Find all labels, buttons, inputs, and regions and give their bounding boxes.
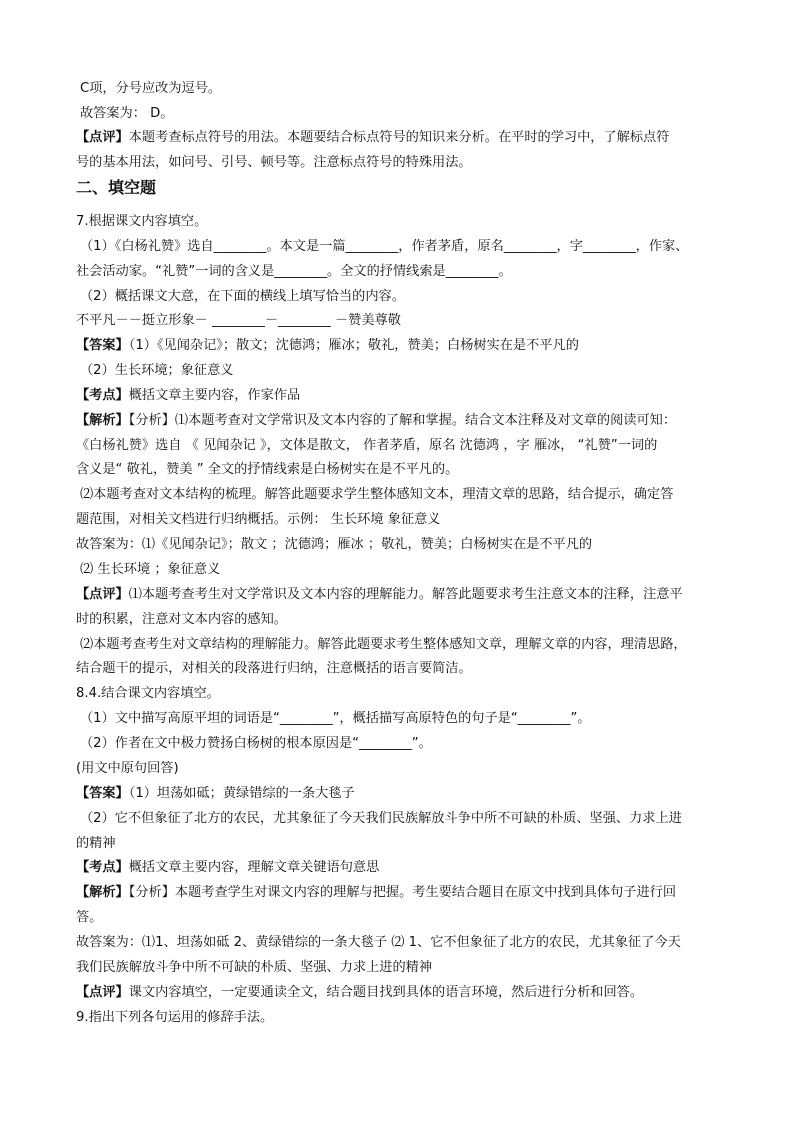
text-line: ⑵本题考查对文本结构的梳理。解答此题要求学生整体感知文本，理清文章的思路，结合提示，确定答 [80,487,674,502]
text-line: (用文中原句回答) [76,761,179,776]
text-line: 《白杨礼赞》选自 《 见闻杂记 》，文体是散文， 作者茅盾，原名 沈德鸿 ，字 雁冰， “礼赞”一词的 [76,438,658,453]
section-heading: 二、填空题 [76,178,157,197]
question-title: 7.根据课文内容填空。 [76,214,208,229]
text-line: 故答案为： D。 [80,106,174,121]
comment-line [76,586,742,604]
text-line: 结合题干的提示，对相关的段落进行归纳，注意概括的语言要简洁。 [76,661,472,676]
text-line: 故答案为：⑴1、坦荡如砥 2、黄绿错综的一条大毯子 ⑵ 1、它不但象征了北方的农民，尤其象征了今天 [76,935,681,950]
text-line: C项，分号应改为逗号。 [80,81,222,96]
question-title: 8.4.结合课文内容填空。 [76,686,220,701]
answer-line [76,785,742,803]
tag-label: 【考点】 [76,388,129,403]
text-line: 含义是“ 敬礼，赞美 ” 全文的抒情线索是白杨树实在是不平凡的。 [76,462,459,477]
tag-label: 【点评】 [76,985,129,1000]
text-line: 题范围，对相关文档进行归纳概括。示例： 生长环境 象征意义 [76,512,441,527]
tag-text: 课文内容填空，一定要通读全文，结合题目找到具体的语言环境，然后进行分析和回答。 [128,985,644,1000]
comment-line [76,129,742,147]
topic-line [76,387,742,405]
analysis-line [76,884,742,902]
text-line: （2）生长环境；象征意义 [80,363,234,378]
tag-label: 【答案】 [76,338,129,353]
comment-line [76,984,742,1002]
tag-text: 概括文章主要内容，理解文章关键语句意思 [128,860,380,875]
text-line: （2）它不但象征了北方的农民，尤其象征了今天我们民族解放斗争中所不可缺的朴质、坚强、力求上进 [80,811,682,826]
tag-label: 【答案】 [76,786,129,801]
text-line: 的精神 [76,836,116,851]
topic-line [76,859,742,877]
tag-label: 【解析】 [76,885,129,900]
text-line: 答。 [76,910,103,925]
text-line: ⑵ 生长环境 ；象征意义 [80,562,221,577]
text-line: （2）概括课文大意，在下面的横线上填写恰当的内容。 [80,289,405,304]
text-line: （1）文中描写高原平坦的词语是“________”，概括描写高原特色的句子是“________”。 [80,711,591,726]
tag-text: （1）《见闻杂记》；散文；沈德鸿；雁冰；敬礼，赞美；白杨树实在是不平凡的 [128,338,579,353]
text-line: ⑵本题考查考生对文章结构的理解能力。解答此题要求考生整体感知文章，理解文章的内容，理清思路， [80,637,687,652]
tag-text: 概括文章主要内容，作家作品 [128,388,301,403]
tag-text: 【分析】本题考查学生对课文内容的理解与把握。考生要结合题目在原文中找到具体句子进行回 [128,885,677,900]
text-line: 社会活动家。“礼赞”一词的含义是________。全文的抒情线索是________。 [76,264,512,279]
tag-label: 【点评】 [76,130,129,145]
tag-text: 【分析】⑴本题考查对文学常识及文本内容的了解和掌握。结合文本注释及对文章的阅读可知： [128,413,677,428]
text-line: （2）作者在文中极力赞扬白杨树的根本原因是“________”。 [80,736,432,751]
tag-label: 【考点】 [76,860,129,875]
answer-line [76,337,742,355]
tag-text: （1）坦荡如砥；黄绿错综的一条大毯子 [128,786,355,801]
tag-label: 【解析】 [76,413,129,428]
text-line: （1）《白杨礼赞》选自________。本文是一篇________，作者茅盾，原名________，字________，作家、 [80,239,689,254]
text-line: 故答案为：⑴《见闻杂记》；散文 ；沈德鸿；雁冰 ；敬礼，赞美；白杨树实在是不平凡的 [76,537,593,552]
text-line: 时的积累，注意对文本内容的感知。 [76,612,287,627]
text-line: 号的基本用法，如问号、引号、顿号等。注意标点符号的特殊用法。 [76,155,472,170]
tag-label: 【点评】 [76,587,129,602]
text-line: 我们民族解放斗争中所不可缺的朴质、坚强、力求上进的精神 [76,960,433,975]
tag-text: ⑴本题考查考生对文学常识及文本内容的理解能力。解答此题要求考生注意文本的注释，注意平 [128,587,683,602]
text-line: 不平凡－－挺立形象－ ________－________ －赞美尊敬 [76,313,401,328]
analysis-line [76,412,742,430]
question-title: 9.指出下列各句运用的修辞手法。 [76,1010,274,1025]
tag-text: 本题考查标点符号的用法。本题要结合标点符号的知识来分析。在平时的学习中，了解标点符 [128,130,670,145]
